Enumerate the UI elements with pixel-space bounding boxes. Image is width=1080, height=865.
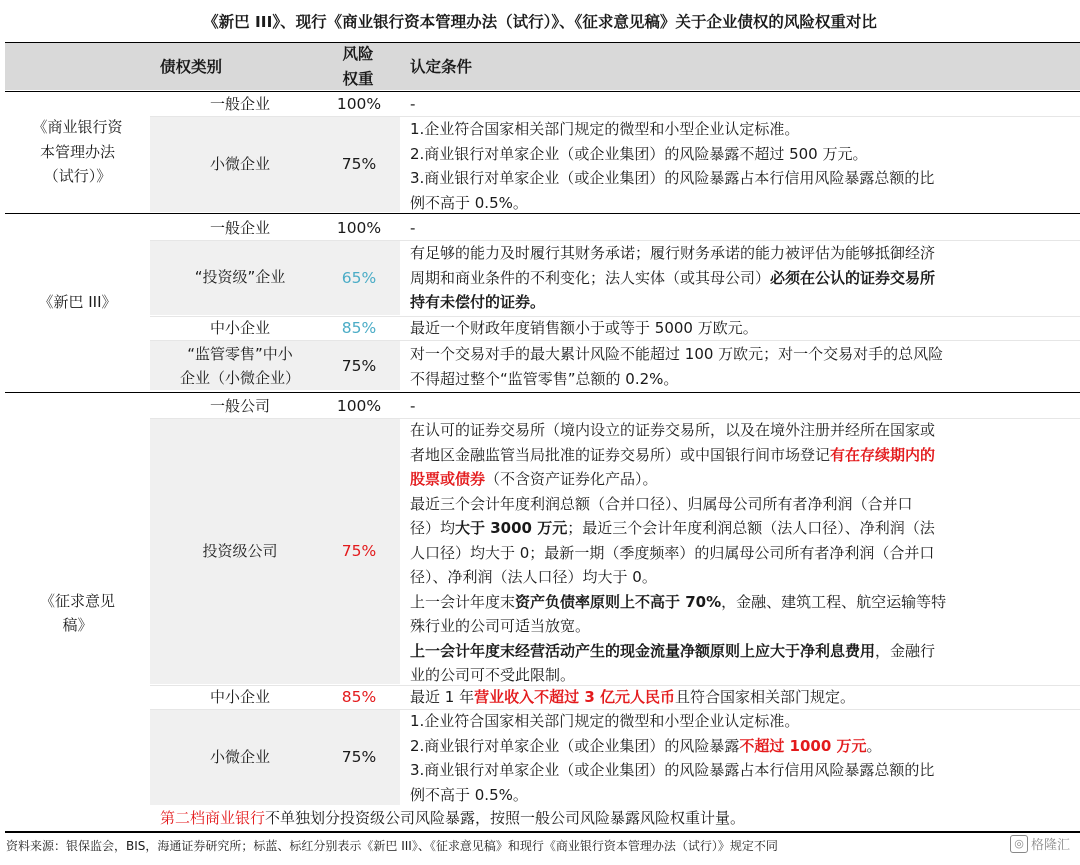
watermark [1010, 834, 1070, 853]
condition-emphasis: 股票或债券 [410, 470, 486, 488]
draft-ig-category: 投资级公司 [202, 541, 278, 560]
condition-emphasis: 大于 3000 万元 [455, 519, 568, 537]
basel-retail-category [150, 341, 330, 391]
condition-text: 上一会计年度末 [410, 592, 516, 611]
draft-sme-category: 中小企业 [209, 687, 270, 706]
condition-line [410, 467, 1065, 492]
header-weight-line1: 风险 [342, 45, 374, 63]
condition-line: 在认可的证券交易所（境内设立的证券交易所，以及在境外注册并经所在国家或 [410, 421, 936, 439]
header-weight [338, 42, 378, 91]
condition-text: 者地区金融监管当局批准的证券交易所）或中国银行间市场登记 [410, 445, 831, 464]
condition-emphasis: 资产负债率原则上不高于 70% [515, 592, 722, 611]
group-divider [5, 392, 1080, 393]
condition-emphasis: 有在存续期内的 [830, 445, 936, 464]
condition-line [410, 734, 1065, 759]
group-basel-label: 《新巴 III》 [38, 292, 117, 311]
basel-ig-condition [410, 241, 1065, 315]
condition-line: 殊行业的公司可适当放宽。 [410, 617, 591, 635]
table-title: 《新巴 III》、现行《商业银行资本管理办法（试行）》、《征求意见稿》关于企业债权的风险权重对比 [203, 13, 877, 31]
condition-line: 不得超过整个“监管零售”总额的 0.2%。 [410, 369, 679, 388]
note-emphasis: 第二档商业银行 [160, 809, 266, 827]
group-current-label [5, 92, 150, 212]
watermark-logo-icon: ◎ [1010, 835, 1028, 853]
condition-line: 有足够的能力及时履行其财务承诺；履行财务承诺的能力被评估为能够抵御经济 [410, 244, 936, 262]
note-text: 不单独划分投资级公司风险暴露，按照一般公司风险暴露风险权重计量。 [265, 809, 746, 827]
condition-line [410, 639, 1065, 664]
condition-line: 3.商业银行对单家企业（或企业集团）的风险暴露占本行信用风险暴露总额的比 [410, 761, 935, 779]
group-divider [5, 213, 1080, 214]
group-draft-label [5, 393, 150, 833]
source-note: 资料来源：银保监会，BIS，海通证券研究所；标蓝、标红分别表示《新巴 III》、《征求意见稿》和现行《商业银行资本管理办法（试行）》规定不同 [6, 839, 778, 853]
header-category: 债权类别 [160, 58, 223, 76]
draft-ig-condition [410, 418, 1065, 688]
group-draft-label-line2: 稿》 [62, 616, 93, 634]
basel-general-weight: 100% [336, 219, 382, 237]
condition-text: 最近 1 年 [410, 688, 475, 706]
condition-line [410, 685, 1065, 710]
condition-line: 例不高于 0.5%。 [410, 785, 528, 804]
header-conditions: 认定条件 [410, 58, 473, 76]
condition-line [410, 266, 1065, 291]
draft-small-category: 小微企业 [209, 747, 270, 766]
condition-text: 径）均 [410, 519, 456, 537]
condition-text: ；最近三个会计年度利润总额（法人口径）、净利润（法 [567, 519, 935, 537]
condition-line: 例不高于 0.5%。 [410, 193, 528, 212]
draft-sme-condition [410, 685, 1065, 710]
condition-line [410, 443, 1065, 468]
draft-note [160, 806, 745, 830]
condition-line: 对一个交易对手的最大累计风险不能超过 100 万欧元；对一个交易对手的总风险 [410, 345, 944, 363]
condition-line: 人口径）均大于 0；最新一期（季度频率）的归属母公司所有者净利润（合并口 [410, 543, 935, 562]
condition-line: 持有未偿付的证券。 [410, 293, 546, 311]
draft-general-category: 一般公司 [209, 396, 270, 415]
condition-line: 最近三个会计年度利润总额（合并口径）、归属母公司所有者净利润（合并口 [410, 494, 913, 513]
condition-line [410, 590, 1065, 615]
basel-general-condition: - [410, 219, 416, 237]
basel-retail-weight: 75% [341, 357, 377, 375]
current-small-weight: 75% [341, 155, 377, 173]
condition-line: 2.商业银行对单家企业（或企业集团）的风险暴露不超过 500 万元。 [410, 144, 868, 163]
group-draft-label-line1: 《征求意见 [39, 591, 115, 610]
basel-ig-category: “投资级”企业 [194, 268, 286, 287]
category-line: “监管零售”中小 [187, 344, 293, 363]
category-line: 企业（小微企业） [179, 369, 300, 387]
condition-line: 1.企业符合国家相关部门规定的微型和小型企业认定标准。 [410, 712, 800, 730]
basel-ig-weight: 65% [341, 268, 377, 287]
condition-emphasis: 营业收入不超过 3 亿元人民币 [474, 688, 675, 706]
condition-line: 3.商业银行对单家企业（或企业集团）的风险暴露占本行信用风险暴露总额的比 [410, 169, 935, 187]
basel-sme-category: 中小企业 [209, 318, 270, 337]
draft-ig-weight: 75% [341, 542, 377, 560]
condition-text: 。 [866, 736, 882, 755]
draft-sme-weight: 85% [341, 688, 377, 706]
header-weight-line2: 权重 [342, 69, 374, 88]
watermark-text: 格隆汇 [1031, 838, 1071, 853]
current-general-condition: - [410, 95, 416, 113]
group-current-label-line2: 本管理办法 [39, 142, 115, 161]
condition-line: 径）、净利润（法人口径）均大于 0。 [410, 568, 657, 586]
condition-emphasis: 不超过 1000 万元 [739, 736, 867, 755]
draft-general-weight: 100% [336, 397, 382, 415]
condition-text: 且符合国家相关部门规定。 [674, 688, 855, 706]
current-general-category: 一般企业 [209, 94, 270, 113]
basel-sme-weight: 85% [341, 319, 377, 337]
draft-small-condition [410, 709, 1065, 807]
current-general-weight: 100% [336, 95, 382, 113]
condition-text: （不含资产证券化产品）。 [485, 470, 658, 488]
group-current-label-line1: 《商业银行资 [32, 118, 123, 137]
condition-line: 业的公司可不受此限制。 [410, 666, 576, 684]
condition-emphasis: 上一会计年度末经营活动产生的现金流量净额原则上应大于净利息费用 [410, 641, 876, 660]
current-small-category: 小微企业 [209, 154, 270, 173]
condition-text: 周期和商业条件的不利变化；法人实体（或其母公司） [410, 268, 771, 287]
basel-general-category: 一般企业 [209, 218, 270, 237]
condition-emphasis: 必须在公认的证券交易所 [770, 268, 936, 287]
basel-retail-condition [410, 342, 1065, 391]
group-current-label-line3: （试行）》 [43, 167, 112, 186]
condition-text: 2.商业银行对单家企业（或企业集团）的风险暴露 [410, 736, 740, 755]
condition-line: 1.企业符合国家相关部门规定的微型和小型企业认定标准。 [410, 120, 800, 138]
draft-small-weight: 75% [341, 748, 377, 766]
table-bottom-rule [5, 831, 1080, 833]
condition-text: ，金融、建筑工程、航空运输等特 [721, 592, 947, 611]
condition-text: ，金融行 [875, 641, 936, 660]
condition-line [410, 516, 1065, 541]
current-small-condition [410, 117, 1065, 215]
draft-general-condition: - [410, 397, 416, 415]
header-top-rule [5, 42, 1080, 43]
basel-sme-condition: 最近一个财政年度销售额小于或等于 5000 万欧元。 [410, 319, 758, 337]
